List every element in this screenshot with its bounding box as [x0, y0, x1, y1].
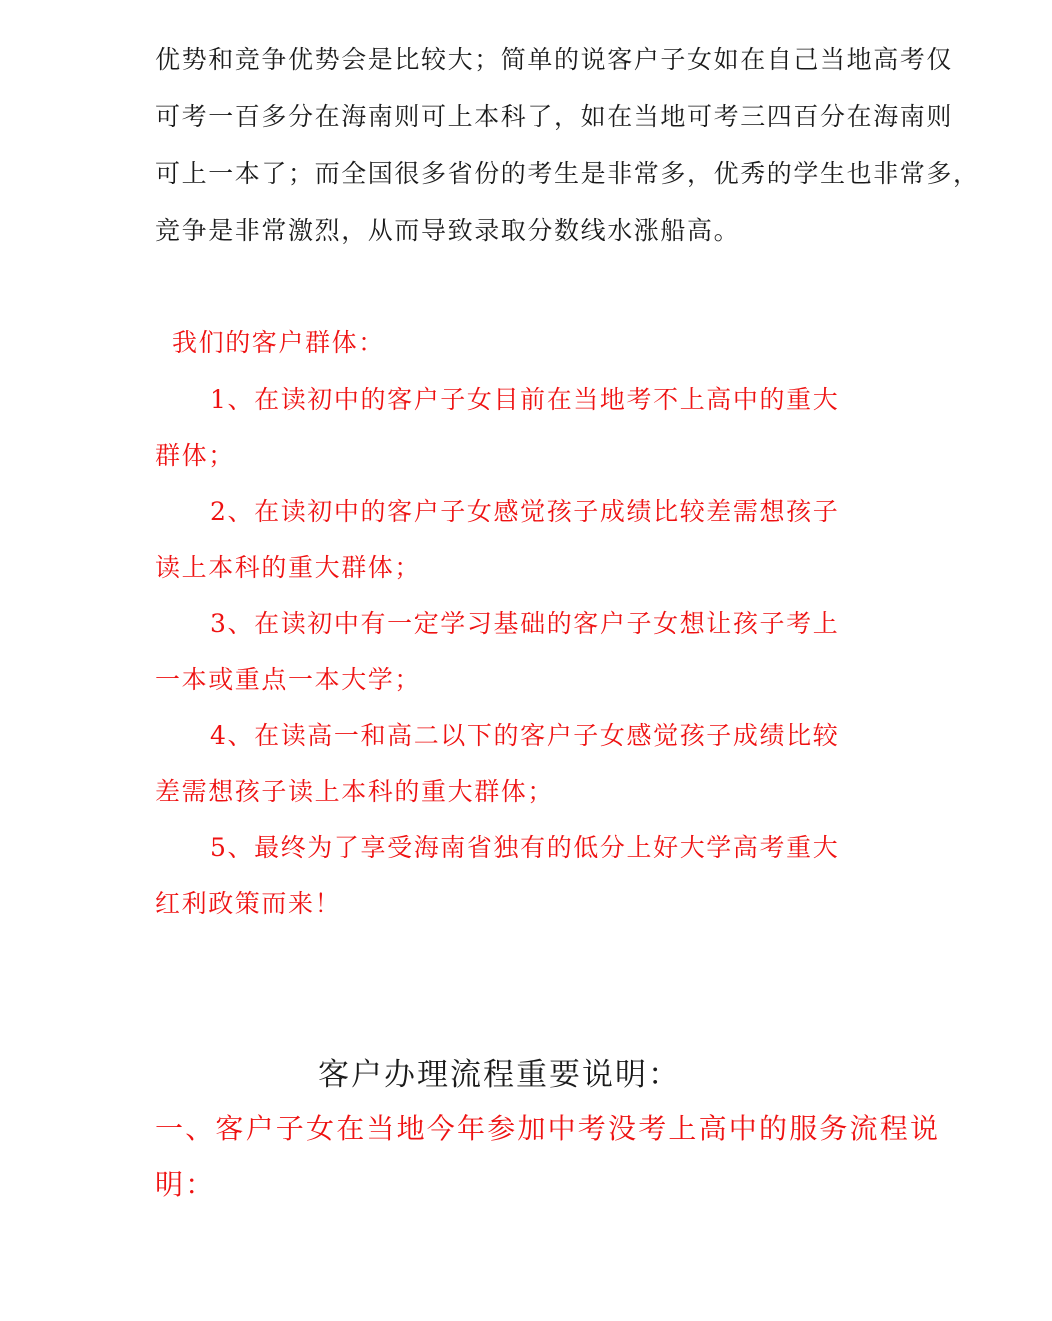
intro-line-1: 优势和竞争优势会是比较大；简单的说客户子女如在自己当地高考仅 [155, 45, 954, 74]
customer-group-item-3: 3、在读初中有一定学习基础的客户子女想让孩子考上 [210, 609, 840, 638]
process-section-one-line-1: 一、客户子女在当地今年参加中考没考上高中的服务流程说 [155, 1112, 941, 1145]
intro-line-4: 竞争是非常激烈，从而导致录取分数线水涨船高。 [155, 216, 741, 245]
intro-line-3: 可上一本了；而全国很多省份的考生是非常多，优秀的学生也非常多， [155, 159, 980, 188]
process-title: 客户办理流程重要说明： [318, 1057, 681, 1093]
customer-group-item-2-cont: 读上本科的重大群体； [155, 553, 422, 582]
customer-group-item-3-cont: 一本或重点一本大学； [155, 665, 422, 694]
customer-group-item-4-cont: 差需想孩子读上本科的重大群体； [155, 777, 555, 806]
customer-group-item-2: 2、在读初中的客户子女感觉孩子成绩比较差需想孩子 [210, 497, 840, 526]
customer-group-item-1: 1、在读初中的客户子女目前在当地考不上高中的重大 [210, 385, 840, 414]
customer-group-item-5-cont: 红利政策而来！ [155, 889, 342, 918]
intro-line-2: 可考一百多分在海南则可上本科了，如在当地可考三四百分在海南则 [155, 102, 954, 131]
customer-group-item-1-cont: 群体； [155, 441, 235, 470]
customer-group-item-4: 4、在读高一和高二以下的客户子女感觉孩子成绩比较 [210, 721, 840, 750]
process-section-one-line-2: 明： [155, 1168, 216, 1201]
customer-groups-heading: 我们的客户群体： [172, 328, 385, 357]
customer-group-item-5: 5、最终为了享受海南省独有的低分上好大学高考重大 [210, 833, 840, 862]
